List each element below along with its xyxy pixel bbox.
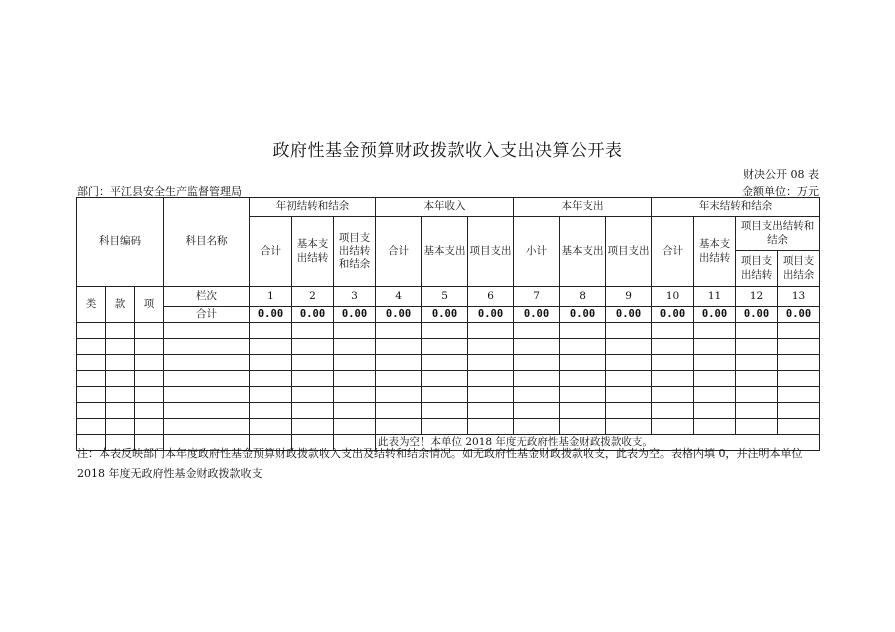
header-group-income: 本年收入 — [376, 198, 514, 217]
header-opening-project: 项目支出结转和结余 — [334, 217, 376, 287]
column-index-label: 栏次 — [164, 287, 250, 307]
department-label: 部门：平江县安全生产监督管理局 — [77, 185, 242, 198]
total-value: 0.00 — [778, 307, 820, 323]
header-income-project: 项目支出 — [468, 217, 514, 287]
col-number: 11 — [694, 287, 736, 307]
table-row — [77, 403, 820, 419]
header-expense-basic: 基本支出 — [560, 217, 606, 287]
budget-table — [76, 197, 820, 451]
header-subject-code: 科目编码 — [77, 198, 164, 287]
total-row-label: 合计 — [164, 307, 250, 323]
header-closing-project-surplus: 项目支出结余 — [778, 251, 820, 287]
col-number: 3 — [334, 287, 376, 307]
header-closing-project-group: 项目支出结转和结余 — [736, 217, 820, 251]
total-value: 0.00 — [652, 307, 694, 323]
table-row — [77, 339, 820, 355]
col-number: 1 — [250, 287, 292, 307]
page-title: 政府性基金预算财政拨款收入支出决算公开表 — [272, 141, 623, 161]
header-closing-project-carry: 项目支出结转 — [736, 251, 778, 287]
total-value: 0.00 — [250, 307, 292, 323]
header-opening-basic: 基本支出结转 — [292, 217, 334, 287]
empty-table-note: 此表为空！本单位 2018 年度无政府性基金财政拨款收支。 — [376, 435, 820, 451]
header-group-closing: 年末结转和结余 — [652, 198, 820, 217]
col-number: 9 — [606, 287, 652, 307]
form-number: 财决公开 08 表 — [743, 168, 819, 181]
header-group-expense: 本年支出 — [514, 198, 652, 217]
total-value: 0.00 — [560, 307, 606, 323]
col-number: 12 — [736, 287, 778, 307]
table-row — [77, 419, 820, 435]
table-row — [77, 355, 820, 371]
total-row — [77, 307, 820, 323]
total-value: 0.00 — [292, 307, 334, 323]
table-row — [77, 371, 820, 387]
amount-unit-label: 金额单位：万元 — [742, 185, 819, 198]
col-number: 5 — [422, 287, 468, 307]
header-lei: 类 — [77, 287, 106, 323]
total-value: 0.00 — [606, 307, 652, 323]
header-subject-name: 科目名称 — [164, 198, 250, 287]
header-expense-project: 项目支出 — [606, 217, 652, 287]
header-group-opening: 年初结转和结余 — [250, 198, 376, 217]
header-closing-total: 合计 — [652, 217, 694, 287]
table-row — [77, 387, 820, 403]
header-kuan: 款 — [106, 287, 135, 323]
col-number: 13 — [778, 287, 820, 307]
table-row — [77, 323, 820, 339]
total-value: 0.00 — [514, 307, 560, 323]
col-number: 6 — [468, 287, 514, 307]
total-value: 0.00 — [468, 307, 514, 323]
header-closing-basic: 基本支出结转 — [694, 217, 736, 287]
header-xiang: 项 — [135, 287, 164, 323]
col-number: 7 — [514, 287, 560, 307]
total-value: 0.00 — [376, 307, 422, 323]
header-opening-total: 合计 — [250, 217, 292, 287]
total-value: 0.00 — [422, 307, 468, 323]
col-number: 8 — [560, 287, 606, 307]
header-expense-subtotal: 小计 — [514, 217, 560, 287]
header-income-basic: 基本支出 — [422, 217, 468, 287]
col-number: 10 — [652, 287, 694, 307]
col-number: 2 — [292, 287, 334, 307]
col-number: 4 — [376, 287, 422, 307]
header-income-total: 合计 — [376, 217, 422, 287]
total-value: 0.00 — [736, 307, 778, 323]
footnote: 注：本表反映部门本年度政府性基金预算财政拨款收入支出及结转和结余情况。如无政府性基金财政拨款收支，此表为空。表格内填 0，并注明本单位 2018 年度无政府性基金财政拨款收支 — [77, 447, 803, 480]
total-value: 0.00 — [694, 307, 736, 323]
total-value: 0.00 — [334, 307, 376, 323]
